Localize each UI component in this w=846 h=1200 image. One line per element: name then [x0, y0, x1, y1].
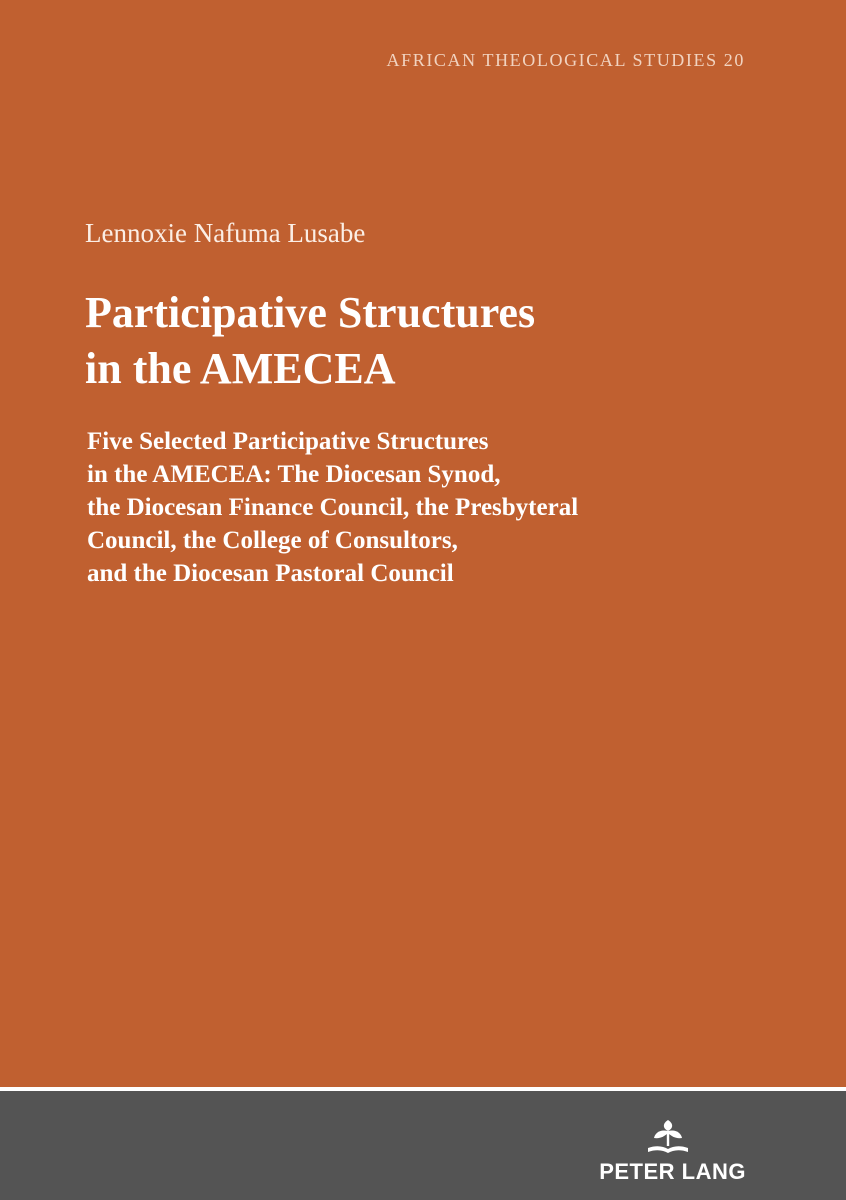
- publisher-name: PETER LANG: [599, 1159, 746, 1184]
- author-name: Lennoxie Nafuma Lusabe: [85, 218, 366, 248]
- title-line: Participative Structures: [85, 288, 536, 337]
- book-title: [85, 285, 785, 397]
- peter-lang-tree-icon: [638, 1117, 698, 1157]
- book-subtitle: [87, 425, 787, 590]
- subtitle-line: the Diocesan Finance Council, the Presbyteral: [87, 494, 579, 521]
- subtitle-line: Five Selected Participative Structures: [87, 428, 489, 455]
- title-line: in the AMECEA: [85, 344, 396, 393]
- series-label: AFRICAN THEOLOGICAL STUDIES 20: [386, 50, 745, 70]
- subtitle-line: Council, the College of Consultors,: [87, 527, 458, 554]
- subtitle-line: and the Diocesan Pastoral Council: [87, 560, 454, 587]
- subtitle-line: in the AMECEA: The Diocesan Synod,: [87, 461, 501, 488]
